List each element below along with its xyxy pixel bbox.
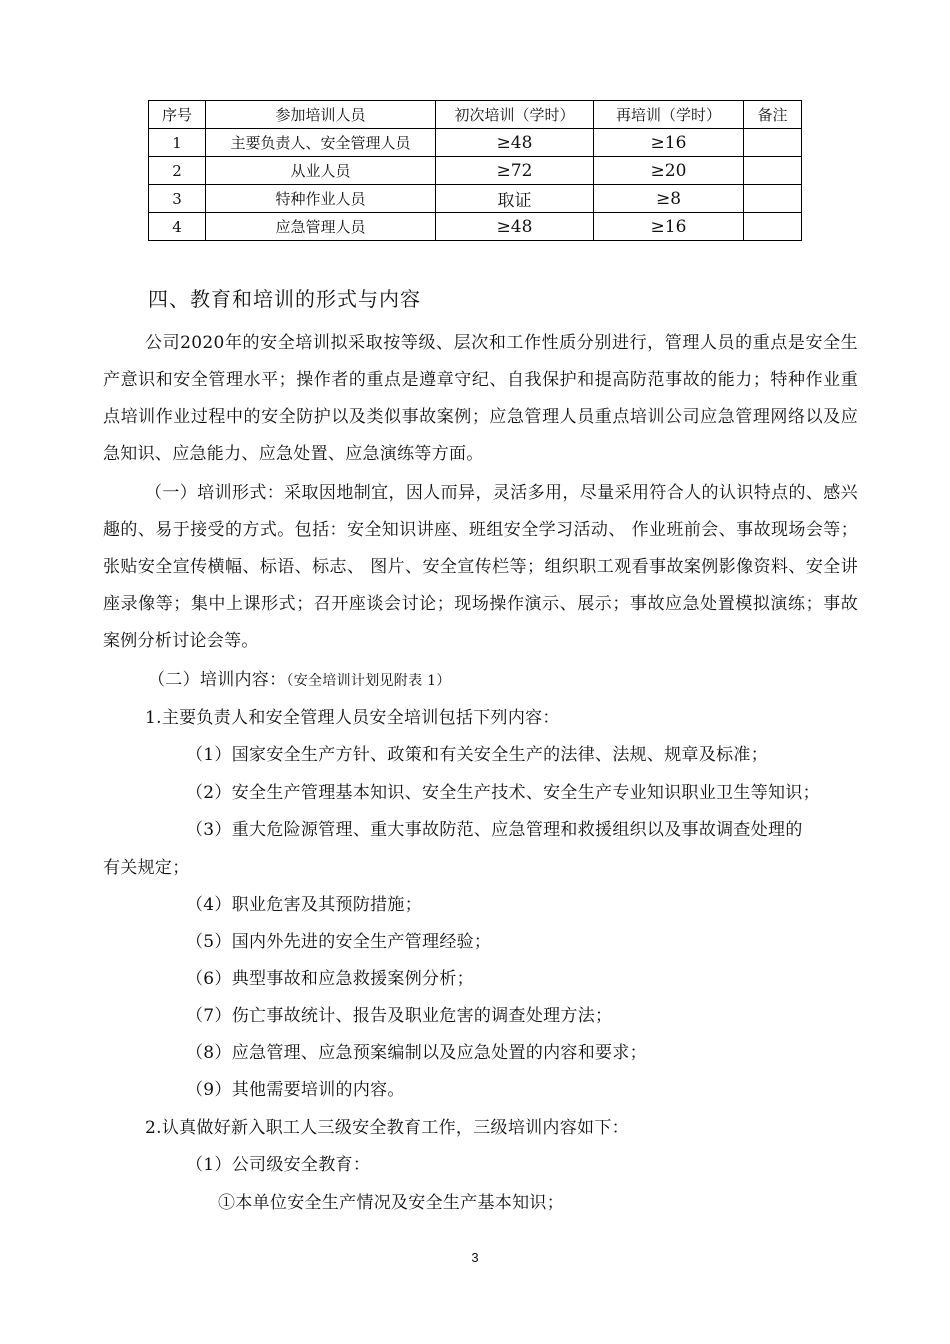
list-item: （5）国内外先进的安全生产管理经验； [186,932,492,952]
list-item: （7）伤亡事故统计、报告及职业危害的调查处理方法； [186,1006,613,1026]
cell-trainees: 从业人员 [206,157,436,185]
list-item: （3）重大危险源管理、重大事故防范、应急管理和救援组织以及事故调查处理的 [186,820,803,840]
item2-subheading: （1）公司级安全教育： [186,1155,371,1175]
cell-no: 1 [149,129,206,157]
cell-retrain-hours: ≥20 [594,157,744,185]
item2-title: 2.认真做好新入职工人三级安全教育工作，三级培训内容如下： [145,1118,629,1138]
page-number: 3 [471,1250,479,1265]
cell-trainees: 主要负责人、安全管理人员 [206,129,436,157]
section-heading: 四、教育和培训的形式与内容 [148,287,421,311]
table-row [149,157,802,185]
training-form-paragraph: （一）培训形式：采取因地制宜，因人而异，灵活多用，尽量采用符合人的认识特点的、感兴趣的、易于接受的方式。包括：安全知识讲座、班组安全学习活动、 作业班前会、事故现场会等；张贴安全宣传横幅、标语、标志、 图片、安全宣传栏等；组织职工观看事故案例影像资料、安全讲座录像等；集中上课形式；召开座谈会讨论；现场操作演示、展示；事故应急处置模拟演练；事故案例分析讨论会等。 [103,483,858,651]
cell-retrain-hours: ≥8 [594,185,744,213]
cell-initial-hours: ≥48 [436,213,594,241]
table-header-row [149,101,802,129]
list-item: （6）典型事故和应急救援案例分析； [186,969,474,989]
cell-no: 2 [149,157,206,185]
cell-remarks [744,157,802,185]
training-hours-table [148,100,802,241]
list-item: （1）国家安全生产方针、政策和有关安全生产的法律、法规、规章及标准； [186,745,769,765]
cell-trainees: 应急管理人员 [206,213,436,241]
item1-title: 1.主要负责人和安全管理人员安全培训包括下列内容： [145,708,560,728]
training-content-heading [148,662,451,700]
cell-initial-hours: ≥48 [436,129,594,157]
cell-remarks [744,213,802,241]
header-initial-hours: 初次培训（学时） [436,101,594,129]
table-row [149,213,802,241]
list-item: （9）其他需要培训的内容。 [186,1080,405,1100]
cell-no: 3 [149,185,206,213]
cell-no: 4 [149,213,206,241]
list-item: （4）职业危害及其预防措施； [186,895,423,915]
header-remarks: 备注 [744,101,802,129]
cell-remarks [744,129,802,157]
training-content-label: （二）培训内容： [148,670,287,690]
header-retrain-hours: 再培训（学时） [594,101,744,129]
list-item-continuation: 有关规定； [103,858,190,878]
cell-initial-hours: 取证 [436,185,594,213]
header-trainees: 参加培训人员 [206,101,436,129]
intro-paragraph: 公司2020年的安全培训拟采取按等级、层次和工作性质分别进行，管理人员的重点是安全生产意识和安全管理水平；操作者的重点是遵章守纪、自我保护和提高防范事故的能力；特种作业重点培训作业过程中的安全防护以及类似事故案例；应急管理人员重点培训公司应急管理网络以及应急知识、应急能力、应急处置、应急演练等方面。 [103,333,858,464]
header-no: 序号 [149,101,206,129]
cell-remarks [744,185,802,213]
item2-sub-point: ①本单位安全生产情况及安全生产基本知识； [218,1193,564,1213]
training-content-note: （安全培训计划见附表 1） [286,673,451,689]
list-item: （8）应急管理、应急预案编制以及应急处置的内容和要求； [186,1043,647,1063]
cell-trainees: 特种作业人员 [206,185,436,213]
cell-retrain-hours: ≥16 [594,213,744,241]
table-row [149,185,802,213]
table-row [149,129,802,157]
cell-initial-hours: ≥72 [436,157,594,185]
cell-retrain-hours: ≥16 [594,129,744,157]
list-item: （2）安全生产管理基本知识、安全生产技术、安全生产专业知识职业卫生等知识； [186,783,820,803]
